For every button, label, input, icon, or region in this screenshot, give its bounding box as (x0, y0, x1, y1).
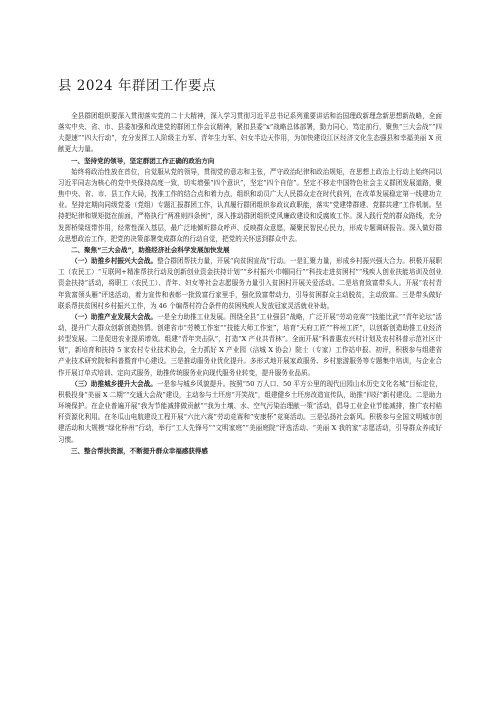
section-2-paragraph-2 (58, 312, 442, 379)
section-1-heading: 一、坚持党的领导，坚定群团工作正确的政治方向 (71, 156, 215, 165)
document-title: 县 2024 年群团工作要点 (58, 78, 216, 94)
section-2-heading: 二、聚焦“三大会战”，助推经济社会科学发展加快发展 (71, 245, 230, 254)
document-body (58, 111, 442, 457)
section-2-paragraph-1 (58, 256, 442, 312)
paragraph-text: 整合群团帮扶力量，开展“向贫困宣战”行动。一是汇聚力量，形成乡村振兴强大合力。积极开展职工（农民工）“互联网+精准帮扶行动及创新创业资金扶持计划”“乡村振兴·巾帼同行”“科技走进贫困村”“残疾人创业扶能培训及创业资金扶持”活动，将职工（农民工）、青年、妇女等社会志愿服务力量引入贫困村开展关爱活动。二是培育致富带头人。开展“农村青年致富领头雁”评选活动，着力宣传和表彰一批致富行家里手，强化致富带动力，引导贫困群众主动脱贫，主动致富。三是带头做好联系帮扶贫困村乡村振兴工作，为 46 个编帮村符合条件的贫困残疾人发放冠家灵活就业补助。 (58, 257, 443, 310)
section-2-paragraph-3 (58, 379, 442, 446)
subheading-rural: （一）助推乡村振兴大会战。 (71, 257, 158, 266)
paragraph-text: 一是全力助推工业发展。围绕全县“工业强县”战略，广泛开展“劳动竞赛”“技能比武”“青年论坛”活动，提升广大群众创新创造热情。创建省市“劳模工作室”“技能大师工作室”，培育“天府工匠”“梓州工匠”，以创新创造助推工业经济转型发展。二是促进农业提质增效。组建“青年突击队”，打造“X 产业共青林”。全面开展“科普惠农兴村计划及农村科普示范社区计划”，新培育和扶持 5 家农村专业技术协会，全力抓好 X 产业园（涪城 X 协会）院士（专家）工作站申报、初评，积极参与组建省产业技术研究院和科普暨育中心建设。三是推动服务业优化提升。多形式地开展家政服务、乡村旅游服务等专题集中培训，与企业合作开展订单式培训、定向式服务，助推传统服务业向现代服务业转变，提升服务业品质。 (58, 312, 442, 377)
subheading-urban: （三）助推城乡提升大会战。 (71, 379, 157, 388)
subheading-industry: （一）助推产业发展大会战。 (71, 312, 158, 321)
section-3-heading: 三、整合帮扶资源，不断提升群众幸福感获得感 (71, 446, 208, 455)
section-1-paragraph: 始终将政治性放在首位，自觉服从党的领导，贯彻党的意志和主张，严守政治纪律和政治规矩，在思想上政治上行动上始终同以习近平同志为核心的党中央保持高度一致，切实增强“四个意识”，坚定“四个自信”。坚定不移走中国特色社会主义群团发展道路，聚焦中央、省、市、县工作大局，找准工作的结合点和着力点，组织和动员广大人民群众走在时代前列，在改革发展稳定第一线建功立业。坚持定期向同级党委（党组）专题汇报群团工作，认真履行群团组织参政议政职能，落实“党建带群建、党群共建”工作机制。坚持把纪律和规矩挺在前面，严格执行“两准则四条例”，深入推动群团组织党风廉政建设和反腐败工作。深入践行党的群众路线，充分发挥桥梁纽带作用，经常性深入基层，最广泛地倾听群众呼声、反映群众意愿，凝聚民智民心民力，形成专题调研报告。深入做好群众思想政治工作，把党的决策部署变成群众的行动自觉，把党的关怀送到群众中去。 (58, 167, 442, 243)
paragraph-text: 一是参与城乡风貌提升。按照“50 万人口、50 平方公里的现代田园山水历史文化名城”目标定位，积极投身“美丽 X 二期”“交通大会战”建设，主动参与土坯房“开笑战”，组建健乡土坯房改造宣传队，助推“四好”新村建设。二是助力环境保护。在企业普遍开展“我为节能减排做贡献”“我为土壤、水、空气污染治理献一策”活动，倡导工业企业节能减排，推广农村秸秆资源化利用。在冬瓜山电航建设工程开展“六比六赛”劳动竞赛和“安康杯”竞赛活动。三是弘扬社会新风。积极参与全国文明城市创建活动和大规模“绿化梓州”行动，举行“工人先锋号”“文明家庭”“美丽庭院”评选活动、“美丽 X 我的家”志愿活动，引导群众养成好习惯。 (58, 379, 442, 444)
intro-paragraph: 全县群团组织要深入贯彻落实党的二十大精神，深入学习贯彻习近平总书记系列重要讲话和治国理政新理念新思想新战略，全面落实中央、省、市、县委加强和改进党的群团工作会议精神，紧扣县委“x”战略总体部署，勠力同心，笃定前行，聚焦“三大会战”“四大提速”“四大行动”，充分发挥工人阶级主力军、青年生力军、妇女半边天作用，为加快建设江区经济文化生态强县和幸福美丽 X 贡献更大力量。 (58, 112, 442, 154)
